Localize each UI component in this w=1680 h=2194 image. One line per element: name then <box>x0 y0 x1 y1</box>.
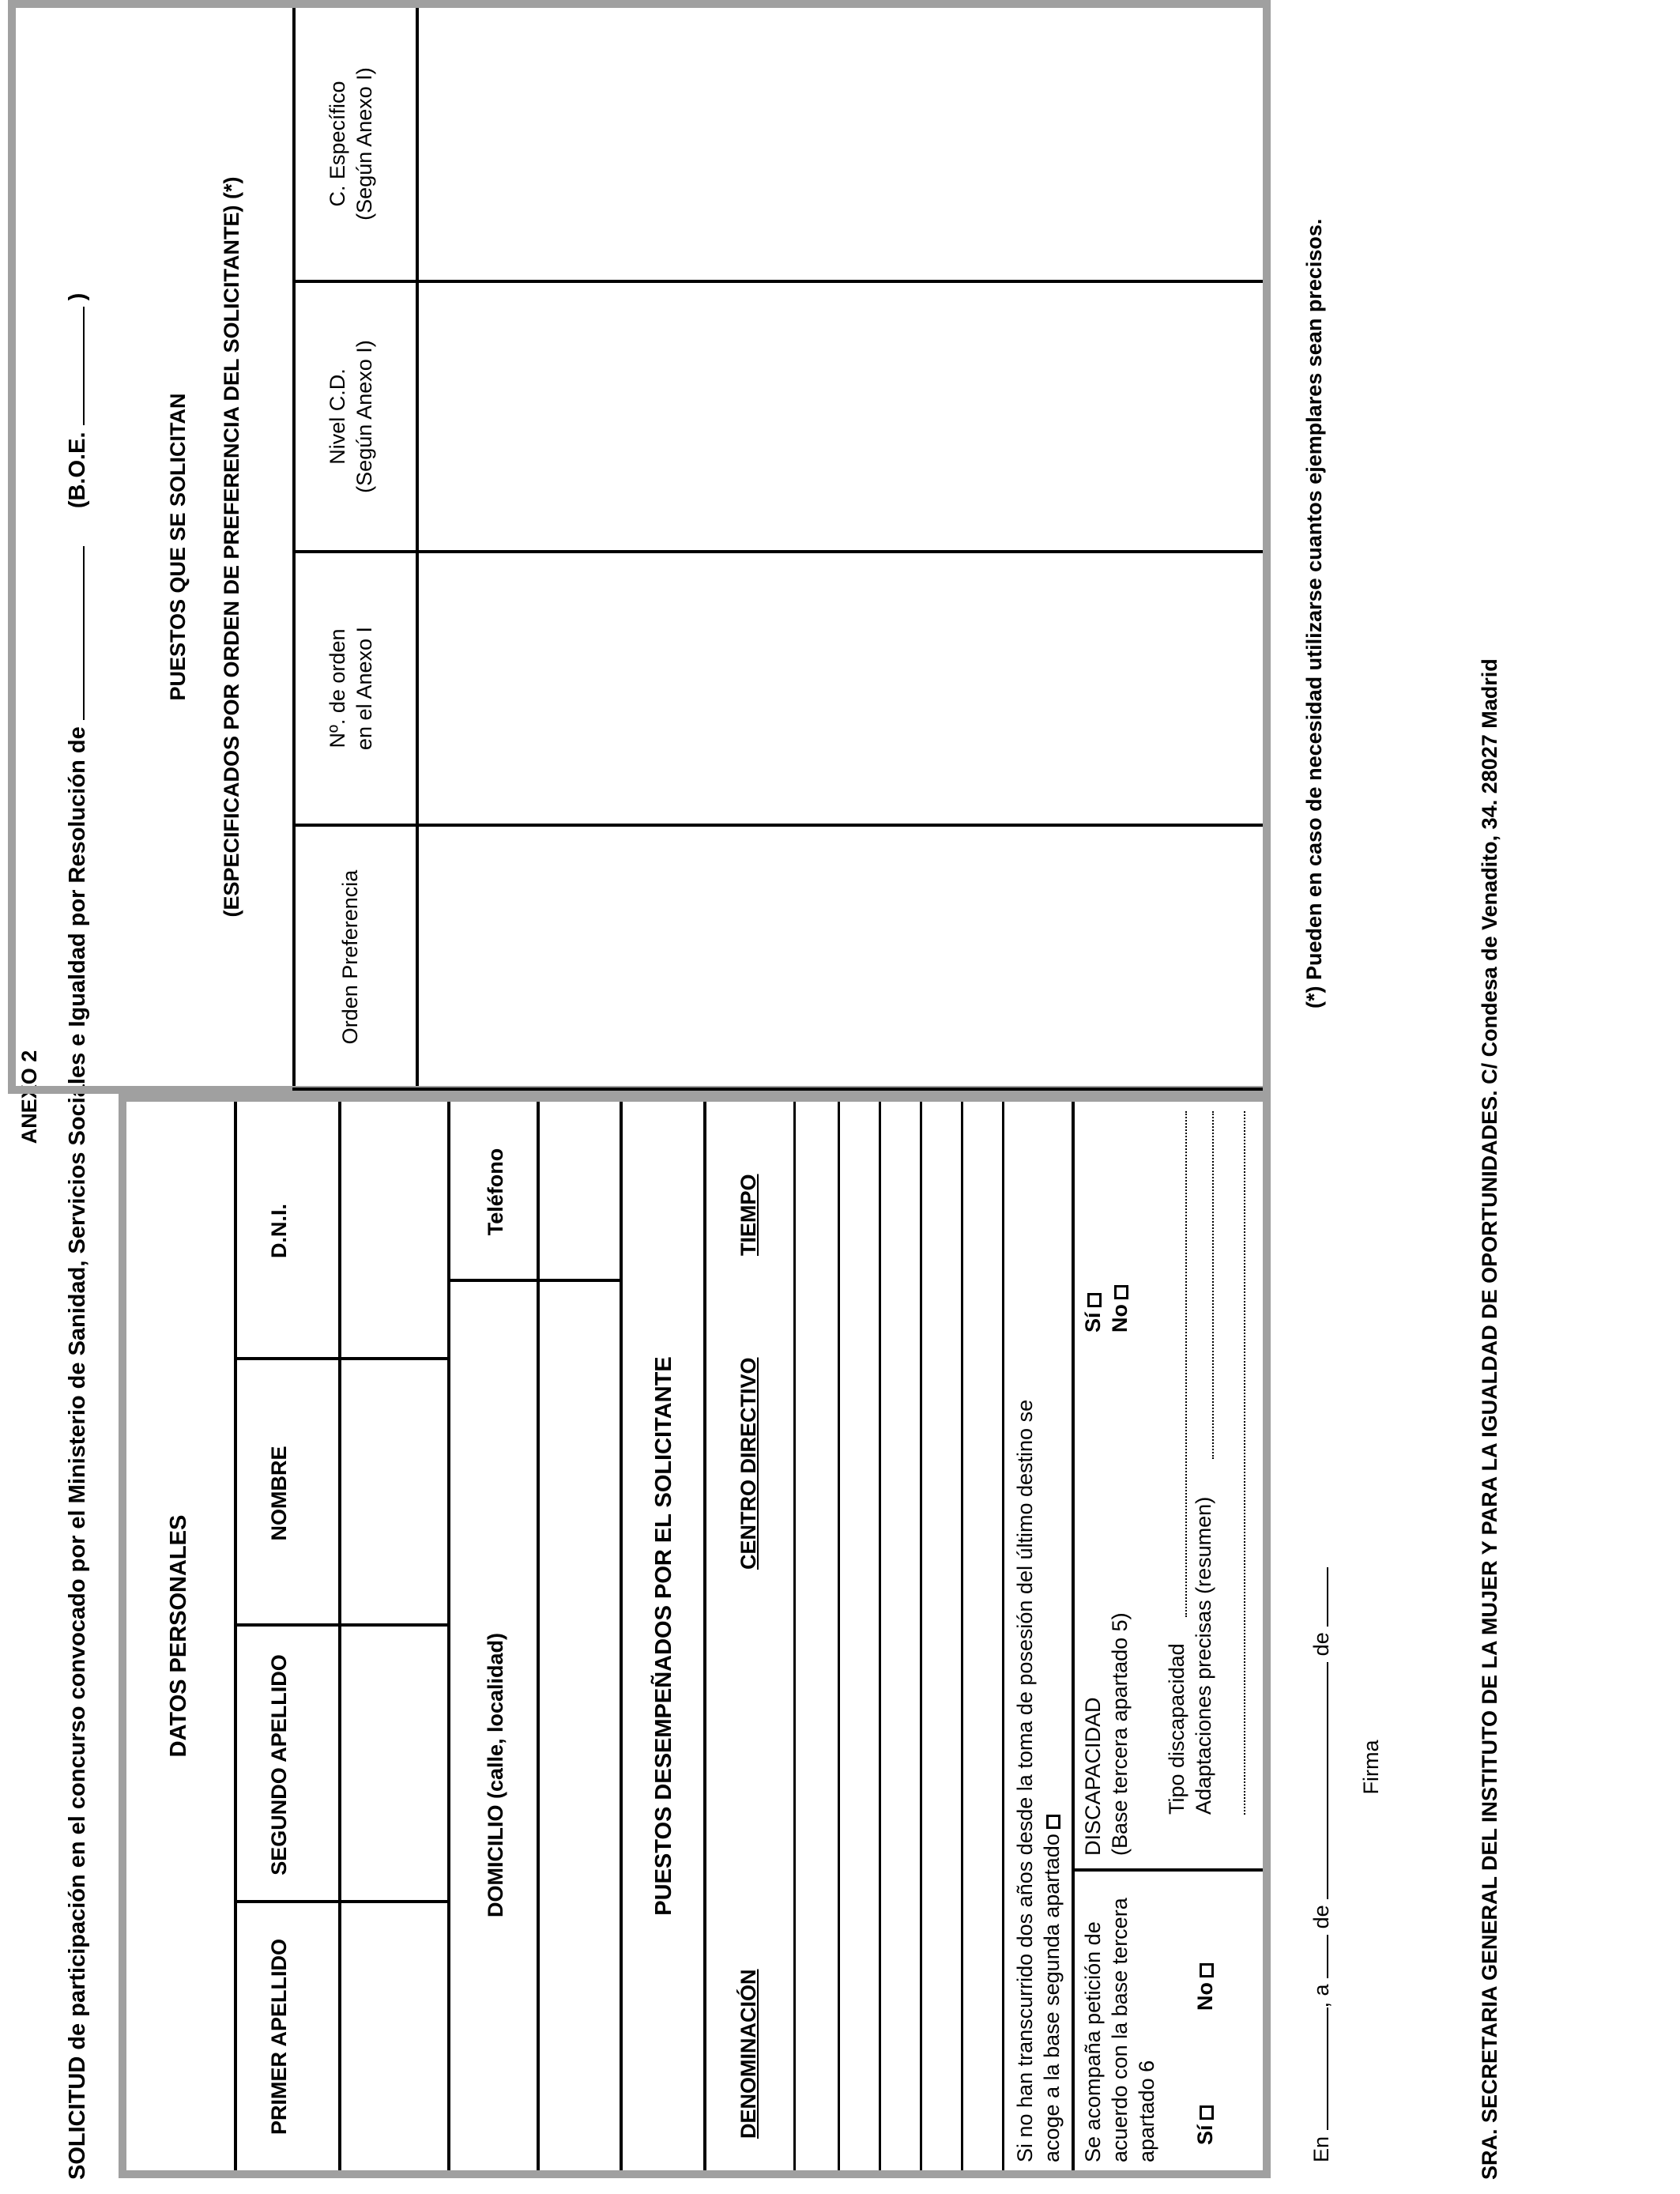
annex-number-cell[interactable] <box>419 553 1263 824</box>
table-row[interactable] <box>961 1102 963 2170</box>
sig-year-field[interactable] <box>1327 1567 1328 1627</box>
addressee-text: SRA. SECRETARIA GENERAL DEL INSTITUTO DE LA MUJER Y PARA LA IGUALDAD DE OPORTUNIDADES. C/ Condesa de Venadito, 34. 28027 Madrid <box>1478 658 1501 2180</box>
rule <box>234 1623 447 1627</box>
boe-label: (B.O.E. <box>65 432 90 509</box>
col-name: NOMBRE <box>267 1446 291 1541</box>
col-level-cd-l1: Nivel C.D. <box>326 368 349 465</box>
request-line1: Se acompaña petición de <box>1081 1921 1105 2162</box>
two-years-line2 <box>1040 1815 1064 2162</box>
requested-subtitle: (ESPECIFICADOS POR ORDEN DE PREFERENCIA DEL SOLICITANTE) (*) <box>220 176 243 918</box>
request-line2: acuerdo con la base tercera <box>1108 1898 1132 2162</box>
two-years-text: acoge a la base segunda apartado <box>1040 1834 1064 2162</box>
disability-no-label: No <box>1108 1304 1132 1333</box>
second-surname-field[interactable] <box>341 1630 446 1900</box>
rule <box>234 1102 237 2170</box>
signature-label: Firma <box>1359 1740 1383 1795</box>
previous-title: PUESTOS DESEMPEÑADOS POR EL SOLICITANTE <box>651 1356 676 1916</box>
table-row[interactable] <box>1002 1102 1004 2170</box>
sig-de-1: de <box>1309 1905 1333 1929</box>
two-years-line1: Si no han transcurrido dos años desde la toma de posesión del último destino se <box>1013 1399 1037 2162</box>
table-row[interactable] <box>879 1102 881 2170</box>
disability-adapt-label: Adaptaciones precisas (resumen) <box>1192 1496 1215 1815</box>
col-dni: D.N.I. <box>267 1204 291 1259</box>
sig-a: , a <box>1309 1984 1333 2008</box>
request-yes-label: Sí <box>1193 2124 1217 2145</box>
first-surname-field[interactable] <box>341 1906 446 2167</box>
disability-no-checkbox[interactable] <box>1114 1285 1128 1299</box>
table-row[interactable] <box>920 1102 922 2170</box>
disability-subtitle: (Base tercera apartado 5) <box>1108 1612 1132 1856</box>
dni-field[interactable] <box>341 1105 446 1357</box>
disability-type-label: Tipo discapacidad <box>1165 1643 1188 1815</box>
rule <box>234 1900 447 1903</box>
rule <box>292 1088 1263 1091</box>
rule <box>447 1279 621 1282</box>
phone-label: Teléfono <box>484 1148 507 1236</box>
table-row[interactable] <box>793 1102 796 2170</box>
request-no-checkbox[interactable] <box>1200 1963 1214 1977</box>
two-years-checkbox[interactable] <box>1046 1815 1060 1829</box>
request-yes <box>1193 2105 1218 2145</box>
heading-prefix: SOLICITUD de participación en el concurso convocado por el Ministerio de Sanidad, Servicios Sociales e Igualdad por Resolución de <box>65 726 90 2180</box>
rule <box>1072 1102 1075 2170</box>
disability-yes-label: Sí <box>1081 1312 1105 1333</box>
col-time: TIEMPO <box>736 1174 760 1256</box>
preference-order-cell[interactable] <box>419 827 1263 1088</box>
rule <box>620 1102 623 2170</box>
address-label: DOMICILIO (calle, localidad) <box>484 1632 507 1918</box>
disability-type-field[interactable] <box>1185 1111 1187 1617</box>
annex-title: ANEXO 2 <box>17 1050 41 1144</box>
rule <box>1072 1868 1263 1872</box>
sig-en: En <box>1309 2136 1333 2162</box>
disability-adapt-field-2[interactable] <box>1244 1111 1245 1815</box>
disability-no <box>1108 1285 1132 1333</box>
level-cd-cell[interactable] <box>419 283 1263 550</box>
rule <box>292 8 296 1086</box>
col-level-cd-l2: (Según Anexo I) <box>352 340 376 493</box>
col-annex-number-l2: en el Anexo I <box>352 626 376 751</box>
col-preference-order: Orden Preferencia <box>338 869 362 1045</box>
phone-field[interactable] <box>540 1105 619 1279</box>
address-field[interactable] <box>540 1285 619 2167</box>
signature-line <box>1309 1567 1334 2162</box>
col-annex-number-l1: Nº. de orden <box>326 628 349 748</box>
rule <box>703 1102 706 2170</box>
disability-yes-checkbox[interactable] <box>1087 1293 1102 1307</box>
col-denomination: DENOMINACIÓN <box>736 1969 760 2139</box>
rule <box>234 1357 447 1360</box>
addressee <box>1478 658 1502 2180</box>
request-no-label: No <box>1193 1982 1217 2011</box>
disability-adapt-field[interactable] <box>1212 1111 1214 1459</box>
sig-place-field[interactable] <box>1327 2007 1328 2130</box>
request-no <box>1193 1963 1218 2011</box>
disability-title: DISCAPACIDAD <box>1081 1697 1105 1856</box>
request-line3: apartado 6 <box>1135 2060 1158 2162</box>
rule <box>447 1102 450 2170</box>
footnote: (*) Pueden en caso de necesidad utilizarse cuantos ejemplares sean precisos. <box>1302 218 1326 1008</box>
table-row[interactable] <box>838 1102 840 2170</box>
col-second-surname: SEGUNDO APELLIDO <box>267 1654 291 1875</box>
sig-day-field[interactable] <box>1327 1935 1328 1978</box>
col-first-surname: PRIMER APELLIDO <box>267 1939 291 2136</box>
col-directive-center: CENTRO DIRECTIVO <box>736 1357 760 1570</box>
sig-month-field[interactable] <box>1327 1662 1328 1899</box>
personal-title: DATOS PERSONALES <box>166 1514 191 1758</box>
requested-title: PUESTOS QUE SE SOLICITAN <box>166 393 190 701</box>
col-specific-l1: C. Específico <box>326 81 349 207</box>
disability-yes <box>1081 1293 1106 1333</box>
specific-cell[interactable] <box>419 8 1263 280</box>
heading-close: ) <box>65 292 90 301</box>
request-yes-checkbox[interactable] <box>1200 2105 1214 2120</box>
col-specific-l2: (Según Anexo I) <box>352 67 376 221</box>
name-field[interactable] <box>341 1363 446 1623</box>
sig-de-2: de <box>1309 1632 1333 1657</box>
